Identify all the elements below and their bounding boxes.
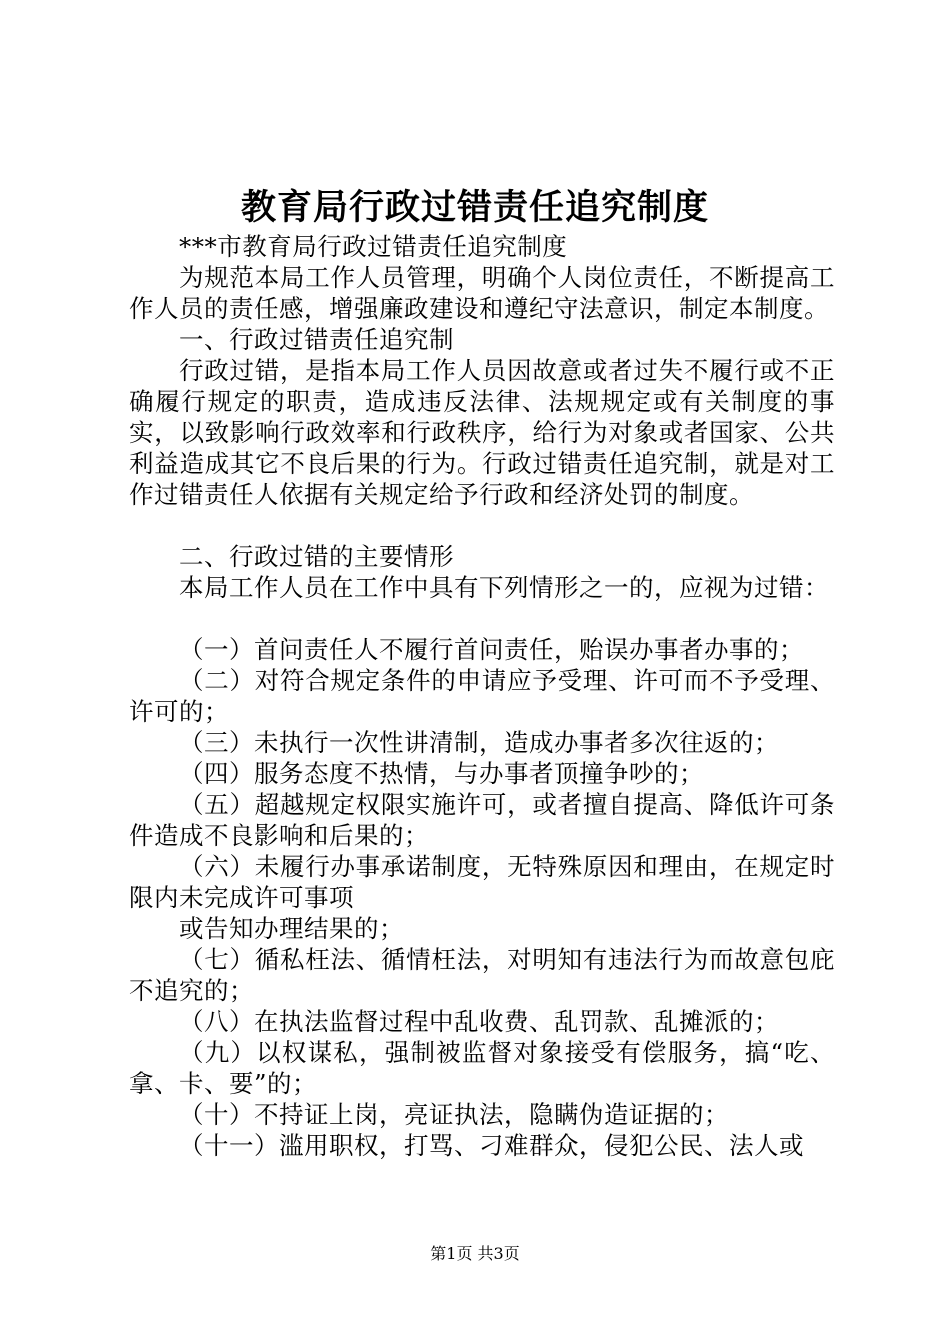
list-item-1: （一）首问责任人不履行首问责任，贻误办事者办事的；	[179, 635, 804, 664]
list-item-5: （五）超越规定权限实施许可，或者擅自提高、降低许可条件造成不良影响和后果的；	[129, 790, 835, 850]
document-title: 教育局行政过错责任追究制度	[240, 187, 709, 228]
page-footer: 第1页 共3页	[430, 1244, 520, 1263]
list-item-8: （八）在执法监督过程中乱收费、乱罚款、乱摊派的；	[179, 1007, 779, 1036]
list-item-9: （九）以权谋私，强制被监督对象接受有偿服务，搞“吃、拿、卡、要”的；	[129, 1038, 835, 1098]
document-body	[129, 231, 835, 1161]
section-heading-2: 二、行政过错的主要情形	[179, 542, 454, 571]
section-heading-1: 一、行政过错责任追究制	[179, 325, 454, 354]
list-item-6-continued: 或告知办理结果的；	[179, 914, 404, 943]
list-item-10: （十）不持证上岗，亮证执法，隐瞒伪造证据的；	[179, 1100, 729, 1129]
subtitle-paragraph: ***市教育局行政过错责任追究制度	[179, 232, 568, 261]
list-item-4: （四）服务态度不热情，与办事者顶撞争吵的；	[179, 759, 704, 788]
list-item-2: （二）对符合规定条件的申请应予受理、许可而不予受理、许可的；	[129, 666, 835, 726]
list-item-7: （七）循私枉法、循情枉法，对明知有违法行为而故意包庇不追究的；	[129, 945, 835, 1005]
definition-paragraph: 行政过错，是指本局工作人员因故意或者过失不履行或不正确履行规定的职责，造成违反法律、法规规定或有关制度的事实，以致影响行政效率和行政秩序，给行为对象或者国家、公共利益造成其它不良后果的行为。行政过错责任追究制，就是对工作过错责任人依据有关规定给予行政和经济处罚的制度。	[129, 356, 835, 509]
list-item-11: （十一）滥用职权，打骂、刁难群众，侵犯公民、法人或	[179, 1131, 804, 1160]
situations-intro-paragraph: 本局工作人员在工作中具有下列情形之一的，应视为过错：	[179, 573, 829, 602]
list-item-3: （三）未执行一次性讲清制，造成办事者多次往返的；	[179, 728, 779, 757]
intro-paragraph: 为规范本局工作人员管理，明确个人岗位责任，不断提高工作人员的责任感，增强廉政建设和遵纪守法意识，制定本制度。	[129, 263, 835, 323]
list-item-6: （六）未履行办事承诺制度，无特殊原因和理由，在规定时限内未完成许可事项	[129, 852, 835, 912]
